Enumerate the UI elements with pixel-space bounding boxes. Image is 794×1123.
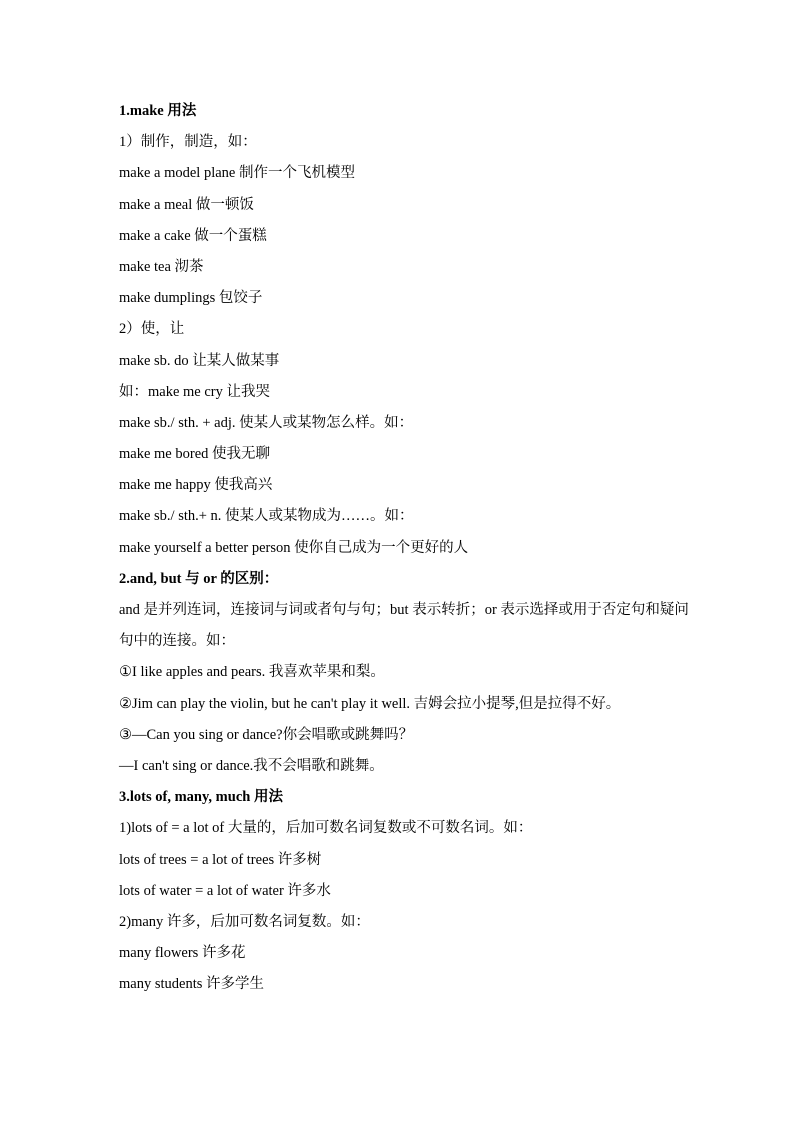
text-line: make sb. do 让某人做某事 [119, 352, 280, 369]
text-line: 2)many 许多，后加可数名词复数。如： [119, 913, 370, 930]
text-line: make a model plane 制作一个飞机模型 [119, 165, 355, 182]
text-line: lots of water = a lot of water 许多水 [119, 882, 331, 899]
document-content [119, 96, 689, 1000]
example-line: —I can't sing or dance.我不会唱歌和跳舞。 [119, 757, 384, 774]
text-line: make dumplings 包饺子 [119, 290, 263, 307]
text-line: 1）制作，制造，如： [119, 134, 257, 151]
text-line: make yourself a better person 使你自己成为一个更好的人 [119, 539, 469, 556]
text-line: 2）使，让 [119, 321, 185, 338]
text-line: many flowers 许多花 [119, 945, 246, 962]
text-line: make sb./ sth. + adj. 使某人或某物怎么样。如： [119, 414, 414, 431]
text-line: make sb./ sth.+ n. 使某人或某物成为……。如： [119, 508, 414, 525]
example-line: ①I like apples and pears. 我喜欢苹果和梨。 [119, 664, 385, 681]
heading-and-but-or: 2.and, but 与 or 的区别： [119, 570, 279, 587]
heading-make-usage: 1.make 用法 [119, 103, 197, 119]
heading-lots-of-many-much: 3.lots of, many, much 用法 [119, 789, 283, 806]
text-line: make me happy 使我高兴 [119, 477, 273, 494]
example-line: ②Jim can play the violin, but he can't play it well. 吉姆会拉小提琴,但是拉得不好。 [119, 695, 621, 712]
text-line: make a meal 做一顿饭 [119, 196, 254, 213]
text-line: 如：make me cry 让我哭 [119, 383, 271, 400]
text-line: many students 许多学生 [119, 976, 264, 993]
text-line: make a cake 做一个蛋糕 [119, 227, 267, 244]
text-line: make me bored 使我无聊 [119, 446, 271, 463]
text-line: make tea 沏茶 [119, 258, 204, 275]
text-paragraph: and 是并列连词，连接词与词或者句与句；but 表示转折；or 表示选择或用于否定句和疑问句中的连接。如： [119, 602, 689, 650]
text-line: lots of trees = a lot of trees 许多树 [119, 851, 322, 868]
example-line: ③—Can you sing or dance?你会唱歌或跳舞吗？ [119, 726, 414, 743]
text-line: 1)lots of = a lot of 大量的，后加可数名词复数或不可数名词。如： [119, 820, 533, 837]
